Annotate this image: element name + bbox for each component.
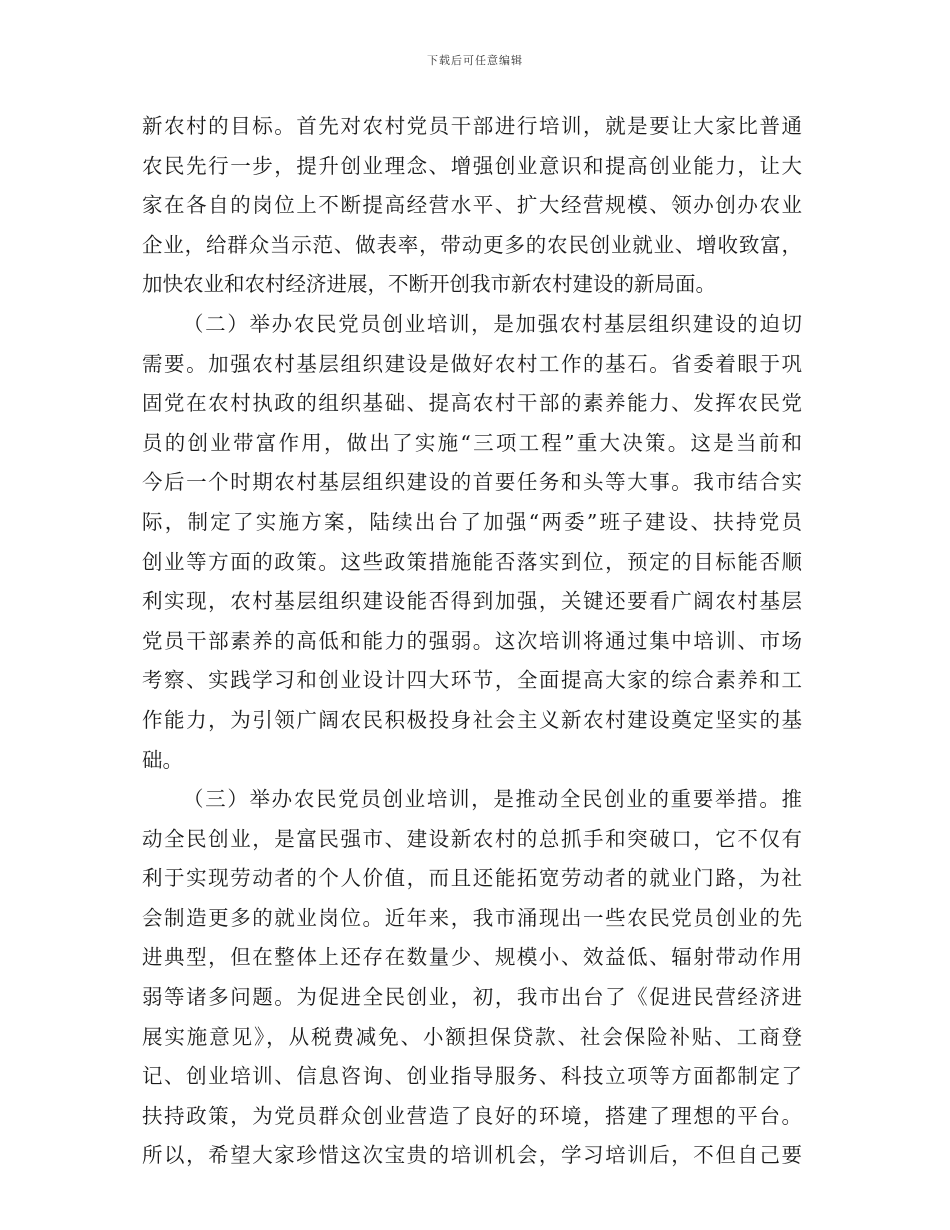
text-line: （三）举办农民党员创业培训，是推动全民创业的重要举措。推 [183, 787, 802, 812]
text-line: 家在各自的岗位上不断提高经营水平、扩大经营规模、领办创办农业 [142, 193, 802, 218]
text-line: 今后一个时期农村基层组织建设的首要任务和头等大事。我市结合实 [142, 470, 802, 495]
text-line: 弱等诸多问题。为促进全民创业，初，我市出台了《促进民营经济进 [142, 985, 802, 1010]
text-line: 会制造更多的就业岗位。近年来，我市涌现出一些农民党员创业的先 [142, 905, 802, 930]
text-line: 员的创业带富作用，做出了实施“三项工程”重大决策。这是当前和 [142, 430, 802, 455]
text-line: 记、创业培训、信息咨询、创业指导服务、科技立项等方面都制定了 [142, 1064, 802, 1089]
text-line: 农民先行一步，提升创业理念、增强创业意识和提高创业能力，让大 [142, 153, 802, 178]
text-line: 企业，给群众当示范、做表率，带动更多的农民创业就业、增收致富， [142, 232, 802, 257]
text-line: 加快农业和农村经济进展，不断开创我市新农村建设的新局面。 [142, 272, 716, 297]
text-line: 础。 [142, 747, 183, 772]
text-line: 考察、实践学习和创业设计四大环节，全面提高大家的综合素养和工 [142, 668, 802, 693]
text-line: 作能力，为引领广阔农民积极投身社会主义新农村建设奠定坚实的基 [142, 707, 802, 732]
text-line: （二）举办农民党员创业培训，是加强农村基层组织建设的迫切 [183, 311, 802, 336]
text-line: 利于实现劳动者的个人价值，而且还能拓宽劳动者的就业门路，为社 [142, 866, 802, 891]
text-line: 动全民创业，是富民强市、建设新农村的总抓手和突破口，它不仅有 [142, 826, 802, 851]
text-line: 党员干部素养的高低和能力的强弱。这次培训将通过集中培训、市场 [142, 628, 802, 653]
paragraph [142, 305, 802, 780]
text-line: 新农村的目标。首先对农村党员干部进行培训，就是要让大家比普通 [142, 114, 802, 138]
document-body [142, 107, 802, 1176]
paragraph [142, 780, 802, 1176]
page-header: 下载后可任意编辑 [427, 54, 523, 67]
text-line: 利实现，农村基层组织建设能否得到加强，关键还要看广阔农村基层 [142, 589, 802, 614]
paragraph [142, 107, 802, 305]
text-line: 固党在农村执政的组织基础、提高农村干部的素养能力、发挥农民党 [142, 391, 802, 416]
text-line: 创业等方面的政策。这些政策措施能否落实到位，预定的目标能否顺 [142, 549, 802, 574]
text-line: 扶持政策，为党员群众创业营造了良好的环境，搭建了理想的平台。 [142, 1103, 802, 1128]
text-line: 展实施意见》，从税费减免、小额担保贷款、社会保险补贴、工商登 [142, 1024, 802, 1049]
text-line: 进典型，但在整体上还存在数量少、规模小、效益低、辐射带动作用 [142, 945, 802, 970]
text-line: 需要。加强农村基层组织建设是做好农村工作的基石。省委着眼于巩 [142, 351, 802, 376]
text-line: 所以，希望大家珍惜这次宝贵的培训机会，学习培训后，不但自己要 [142, 1143, 802, 1168]
text-line: 际，制定了实施方案，陆续出台了加强“两委”班子建设、扶持党员 [142, 509, 802, 534]
